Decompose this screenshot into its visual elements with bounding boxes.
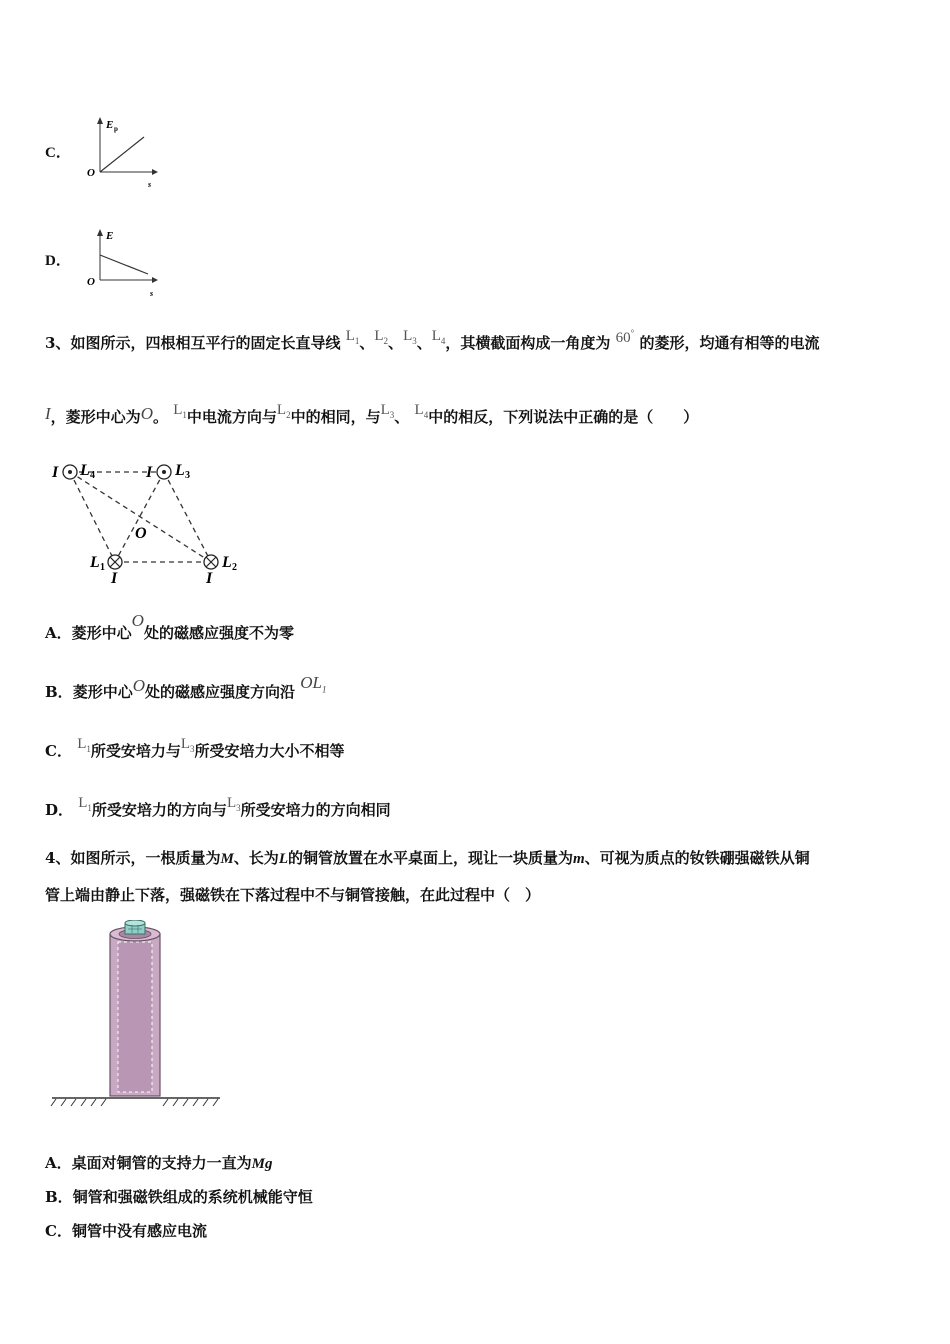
graph-c-y-sub: p	[114, 125, 118, 133]
symbol-l1: $L_1$	[173, 402, 187, 420]
wire-l1-into-page	[108, 555, 122, 569]
graph-d-e-vs-s	[80, 222, 170, 302]
graph-d-line	[100, 255, 148, 274]
label-i-l1: I	[111, 570, 118, 587]
label-l4: L	[80, 462, 90, 479]
q3-line-2: I，菱形中心为O。 $L_1$中电流方向与$L_2$中的相同，与$L_3$、 $L_4$中的相反，下列说法中正确的是（ ）	[45, 402, 699, 426]
q4-option-a: A．桌面对铜管的支持力一直为Mg	[45, 1154, 273, 1172]
graph-c-origin: O	[87, 167, 95, 179]
label-center-o: O	[135, 525, 147, 542]
symbol-center-o: O	[140, 404, 153, 423]
q4-line-2: 管上端由静止下落，强磁铁在下落过程中不与铜管接触，在此过程中（ ）	[45, 886, 541, 904]
symbol-l3: $L_3$	[403, 328, 417, 346]
q4-option-b: B．铜管和强磁铁组成的系统机械能守恒	[45, 1188, 313, 1206]
graph-d-origin: O	[87, 276, 95, 288]
q3-option-c: C． $L_1$所受安培力与$L_3$所受安培力大小不相等	[45, 736, 345, 760]
wire-l4-out-of-page	[63, 465, 77, 479]
symbol-l4: $L_4$	[414, 402, 429, 420]
q3-option-b: B．菱形中心O处的磁感应强度方向沿 $OL_1$	[45, 673, 327, 701]
q3-line-1: 3、如图所示，四根相互平行的固定长直导线 $L_1$、$L_2$、$L_3$、$L_4$，其横截面构成一角度为 60° 的菱形，均通有相等的电流	[45, 328, 820, 352]
symbol-l4: $L_4$	[431, 328, 446, 346]
svg-text:3: 3	[185, 470, 190, 481]
symbol-l1: $L_1$	[345, 328, 360, 346]
graph-d-x-label: s	[150, 289, 154, 298]
label-i-l4: I	[52, 464, 59, 481]
symbol-l2: $L_2$	[374, 328, 389, 346]
label-i-l2: I	[206, 570, 213, 587]
graph-c-x-label: s	[148, 180, 152, 189]
q4-line-1: 4、如图所示，一根质量为M、长为L的铜管放置在水平桌面上，现让一块质量为m、可视为质点的钕铁硼强磁铁从铜	[45, 849, 810, 867]
label-i-l3: I	[146, 464, 153, 481]
graph-d-y-label: E	[106, 230, 114, 242]
label-l3: L	[175, 462, 185, 479]
svg-text:1: 1	[100, 562, 105, 573]
symbol-l3: $L_3$	[380, 402, 395, 420]
graph-c-ep-vs-s	[80, 112, 170, 192]
svg-text:2: 2	[232, 562, 237, 573]
rhombus-wire-figure	[48, 455, 248, 590]
option-d-label: D．	[45, 253, 71, 269]
graph-c-y-label: E	[106, 119, 114, 131]
q3-option-d: D． $L_1$所受安培力的方向与$L_3$所受安培力的方向相同	[45, 795, 391, 819]
graph-c-line	[100, 137, 144, 172]
svg-text:4: 4	[90, 470, 95, 481]
magnet	[125, 920, 145, 934]
q4-option-c: C．铜管中没有感应电流	[45, 1222, 207, 1240]
wire-l3-out-of-page	[157, 465, 171, 479]
q3-option-a: A．菱形中心O处的磁感应强度不为零	[45, 611, 294, 642]
label-l1: L	[90, 554, 100, 571]
option-c-label: C．	[45, 145, 71, 161]
wire-l2-into-page	[204, 555, 218, 569]
copper-tube-figure	[48, 920, 228, 1120]
symbol-l2: $L_2$	[276, 402, 291, 420]
symbol-current-i: I	[45, 404, 51, 423]
q3-number: 3、	[45, 334, 71, 352]
q4-number: 4、	[45, 849, 71, 867]
label-l2: L	[222, 554, 232, 571]
angle-value: 60°	[615, 328, 635, 346]
